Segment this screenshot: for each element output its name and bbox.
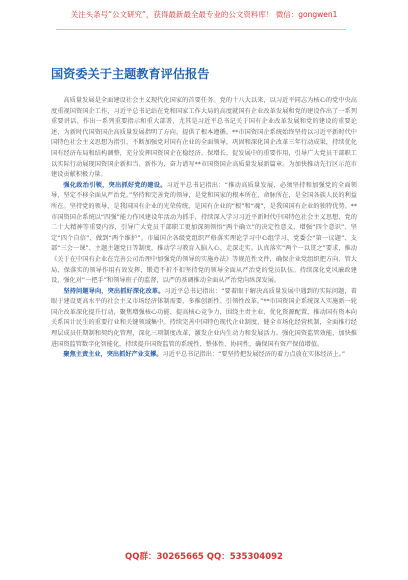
paragraph-text: 习近平总书记指出：“推动高质量发展，必须坚持和加强党的全面领导，坚定不移全面从严治党。”坚持和完善党的领导，是党和国家的根本所在、命脉所在，是全国各族人民的利益所在。坚持党的领导，是我国国有企业的光荣传统，是国有企业的“根”和“魂”，是我国国有企业的独特优势。**市国资国企系统以“四强”能力作风建设年活动为抓手，持续深入学习习近平新时代中国特色社会主义思想、党的二十大精神等重要内容，引导广大党员干部职工更加深刻领悟“两个确立”的决定性意义，增强“四个意识”、坚定“四个自信”、做到“两个维护”。市属国企各级党组织严格落实理论学习中心组学习、党委会“第一议题”、支部“三会一课”、主题主题党日等制度，推动学习教育入脑入心、走深走实。认真落实“两个一以贯之”要求，推动《关于在中国有企业在完善公司治理中加强党的领导的实施办法》等规范性文件，确保企业党组织把方向、管大局、保落实的领导作用有效发挥，锻造不折不扣坚持党的领导全面从严治党的党员队伍。持续深化党风廉政建设，强化对“一把手”和领导班子的监督，以严的基调推动全面从严治党向纵深发展。 — [51, 181, 357, 285]
paragraph-text: 习近平总书记指出：“要着眼于解决高质量发展中遇到的实际问题，着眼于建设更高水平的社会主义市场经济体制需要，多推创新性、引领性改革。”**市国资国企系统深入实施新一轮国企改革深化提升行动，聚焦增强核心功能、提高核心竞争力，围绕主责主业、优化资源配置，推动国有资本向关系国计民生的重要行业和关键领域集中。持续完善中国特色现代企业制度，健全市场化经营机制，全面推行经理层成员任期制和契约化管理，深化三项制度改革，激发企业内生动力和发展活力。强化国资监管效能，加快推进国资监管数字化智能化，持续提升国资监管的系统性、整体性、协同性，确保国有资产保值增值。 — [51, 287, 357, 348]
section-heading: 聚焦主责主业，突出抓好产业支撑。 — [63, 351, 163, 359]
banner-divider — [56, 29, 346, 30]
section-heading: 坚持问题导向，突出抓好深化改革。 — [63, 287, 165, 295]
promo-banner — [0, 10, 408, 20]
contact-footer: QQ群：30265665 QQ：535304092 — [125, 552, 283, 562]
paragraph-party-building — [51, 181, 357, 287]
paragraph-industry — [51, 350, 357, 361]
document-body — [51, 96, 357, 361]
paragraph-text: 习近平总书记指出：“要坚持把发展经济的着力点放在实体经济上。” — [162, 351, 346, 359]
document-title: 国资委关于主题教育评估报告 — [51, 67, 210, 81]
paragraph-text: 高质量发展是全面建设社会主义现代化国家的首要任务。党的十八大以来，以习近平同志为核心的党中央高度重视国资国企工作，习近平总书记站在党和国家工作大局的高度就国有企业改革发展和党的建设作出了一系列重要讲话、作出一系列重要指示和重大部署，尤其是习近平总书记关于国有企业改革发展和党的建设的重要论述，为新时代国资国企高质量发展指明了方向、提供了根本遵循。**市国资国企系统始终坚持以习近平新时代中国特色社会主义思想为指引，不断加强党对国有企业的全面领导，巩固和深化国企改革三年行动成果，持续优化国有经济布局和结构调整，充分发挥国资国企在稳经济、保增长、促发展中的重要作用，引导广大党员干部职工以实际行动展现国资国企新担当、新作为，奋力谱写**市国资国企高质量发展新篇章。为加快推动先行区示范市建设贡献积极力量。 — [51, 97, 357, 179]
promo-banner-line-1: 关注头条号“公文研究”，获得最新最全最专业的公文资料库！ 微信：gongwen1 — [70, 10, 338, 19]
paragraph-reform — [51, 287, 357, 351]
paragraph-intro — [51, 96, 357, 181]
section-heading: 强化政治引领，突出抓好党的建设。 — [63, 181, 167, 189]
